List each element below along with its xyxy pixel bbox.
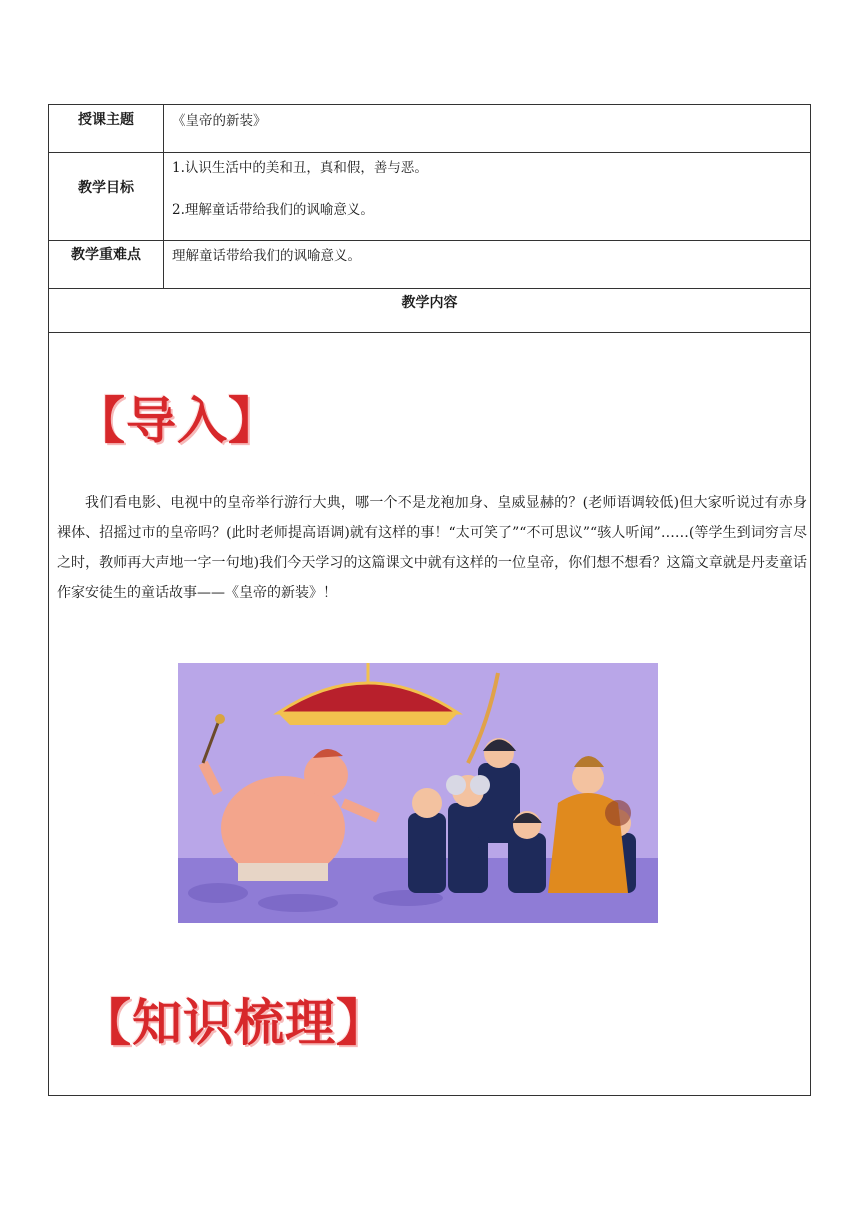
knowledge-title: 【知识梳理】 [81,994,387,1052]
goals-row [49,153,811,241]
content-body [49,333,811,1096]
lesson-plan-table [48,104,811,1096]
topic-row [49,105,811,153]
goal-item: 1.认识生活中的美和丑，真和假，善与恶。 [172,160,428,176]
intro-title: 【导入】 [75,392,279,450]
content-header-row [49,289,811,333]
content-body-row [49,333,811,1096]
emperor-parade-illustration [178,663,658,923]
topic-label: 授课主题 [78,112,134,128]
goal-item: 2.理解童话带给我们的讽喻意义。 [172,202,374,218]
goals-label: 教学目标 [78,180,134,196]
key-points-label: 教学重难点 [71,247,141,263]
topic-value: 《皇帝的新装》 [172,113,267,129]
key-points-row [49,241,811,289]
content-header: 教学内容 [401,295,458,311]
lesson-plan [48,104,811,1096]
intro-paragraph: 我们看电影、电视中的皇帝举行游行大典，哪一个不是龙袍加身、皇威显赫的？(老师语调较低)但大家听说过有赤身裸体、招摇过市的皇帝吗？(此时老师提高语调)就有这样的事！“太可笑了”“不可思议”“骇人听闻”……(等学生到词穷言尽之时，教师再大声地一字一句地)我们今天学习的这篇课文中就有这样的一位皇帝，你们想不想看？这篇文章就是丹麦童话作家安徒生的童话故事——《皇帝的新装》！ [57,495,807,601]
key-points-value: 理解童话带给我们的讽喻意义。 [172,248,361,264]
